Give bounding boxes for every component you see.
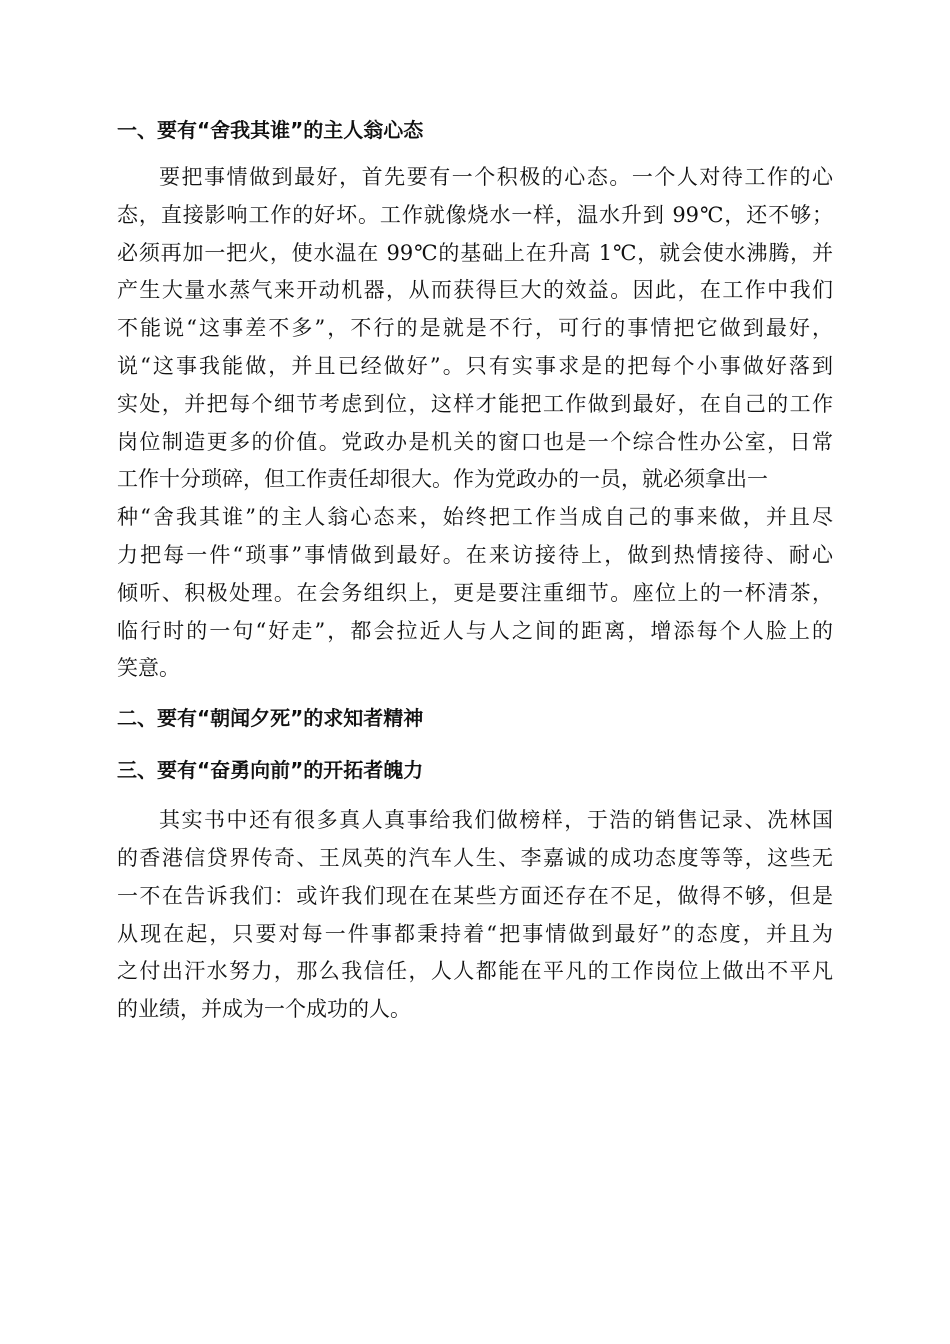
section-heading-2: 二、要有“朝闻夕死”的求知者精神 [117, 706, 424, 731]
paragraph-line: 的业绩，并成为一个成功的人。 [117, 997, 411, 1022]
paragraph-line: 之付出汗水努力，那么我信任，人人都能在平凡的工作岗位上做出不平凡 [117, 959, 833, 984]
paragraph-line: 从现在起，只要对每一件事都秉持着“把事情做到最好”的态度，并且为 [117, 921, 833, 946]
paragraph-line: 不能说“这事差不多”，不行的是就是不行，可行的事情把它做到最好， [117, 316, 833, 341]
paragraph-line: 力把每一件“琐事”事情做到最好。在来访接待上，做到热情接待、耐心 [117, 542, 833, 567]
paragraph-line: 岗位制造更多的价值。党政办是机关的窗口也是一个综合性办公室，日常 [117, 429, 833, 454]
section-heading-3: 三、要有“奋勇向前”的开拓者魄力 [117, 758, 424, 783]
section-heading-1: 一、要有“舍我其谁”的主人翁心态 [117, 118, 424, 142]
paragraph-line: 说“这事我能做，并且已经做好”。只有实事求是的把每个小事做好落到 [117, 353, 833, 378]
paragraph-line: 其实书中还有很多真人真事给我们做榜样，于浩的销售记录、冼林国 [159, 808, 833, 833]
paragraph-line: 的香港信贷界传奇、王凤英的汽车人生、李嘉诚的成功态度等等，这些无 [117, 845, 833, 870]
paragraph-line: 临行时的一句“好走”，都会拉近人与人之间的距离，增添每个人脸上的 [117, 618, 833, 643]
paragraph-line: 种“舍我其谁”的主人翁心态来，始终把工作当成自己的事来做，并且尽 [117, 505, 833, 530]
paragraph-line: 笑意。 [117, 656, 180, 681]
paragraph-line: 实处，并把每个细节考虑到位，这样才能把工作做到最好，在自己的工作 [117, 391, 833, 416]
paragraph-line: 产生大量水蒸气来开动机器，从而获得巨大的效益。因此，在工作中我们 [117, 278, 833, 303]
paragraph-line: 一不在告诉我们：或许我们现在在某些方面还存在不足，做得不够，但是 [117, 883, 833, 908]
paragraph-line: 态，直接影响工作的好坏。工作就像烧水一样，温水升到 99℃，还不够； [117, 202, 833, 227]
paragraph-line: 要把事情做到最好，首先要有一个积极的心态。一个人对待工作的心 [159, 165, 833, 189]
paragraph-line: 工作十分琐碎，但工作责任却很大。作为党政办的一员，就必须拿出一 [117, 467, 768, 492]
paragraph-line: 必须再加一把火，使水温在 99℃的基础上在升高 1℃，就会使水沸腾，并 [117, 240, 833, 265]
document-page [117, 112, 833, 1029]
paragraph-line: 倾听、积极处理。在会务组织上，更是要注重细节。座位上的一杯清茶， [117, 580, 833, 605]
section-3-paragraph [117, 802, 833, 1029]
section-1-paragraph [117, 159, 833, 688]
